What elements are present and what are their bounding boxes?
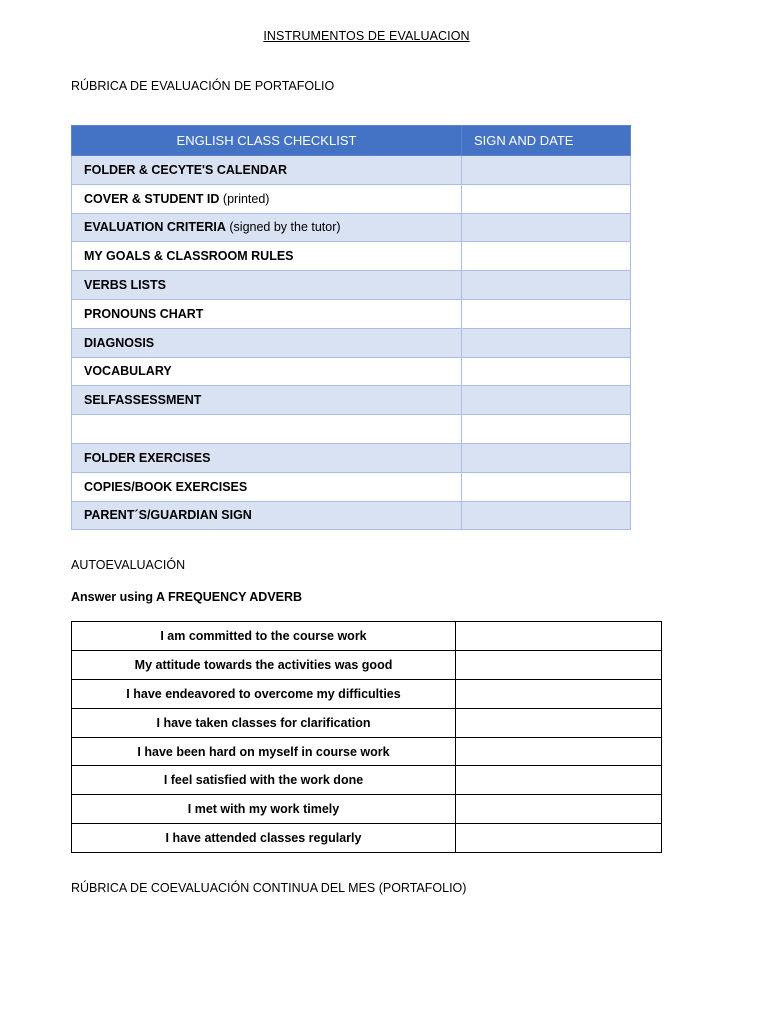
- portfolio-rubric-heading: RÚBRICA DE EVALUACIÓN DE PORTAFOLIO: [71, 79, 335, 93]
- self-assessment-table: [71, 621, 662, 853]
- checklist-item: [72, 299, 462, 328]
- self-assessment-statement: I have endeavored to overcome my difficulties: [72, 679, 456, 708]
- answer-instruction: Answer using A FREQUENCY ADVERB: [71, 590, 303, 604]
- autoevaluation-heading: AUTOEVALUACIÓN: [71, 558, 186, 572]
- checklist-item-label: MY GOALS & CLASSROOM RULES: [84, 249, 294, 264]
- checklist-item-label: DIAGNOSIS: [84, 335, 155, 350]
- checklist-row: [72, 443, 631, 472]
- self-assessment-answer-cell[interactable]: [456, 650, 662, 679]
- document-title: INSTRUMENTOS DE EVALUACION: [263, 29, 470, 43]
- checklist-item-label: EVALUATION CRITERIA: [84, 220, 226, 235]
- checklist-row: [72, 242, 631, 271]
- checklist-row: [72, 328, 631, 357]
- self-assessment-answer-cell[interactable]: [456, 708, 662, 737]
- self-assessment-answer-cell[interactable]: [456, 766, 662, 795]
- checklist-sign-cell[interactable]: [462, 415, 631, 444]
- checklist-sign-cell[interactable]: [462, 386, 631, 415]
- self-assessment-row: [72, 622, 662, 651]
- checklist-item: [72, 213, 462, 242]
- checklist-sign-cell[interactable]: [462, 472, 631, 501]
- checklist-row: [72, 501, 631, 530]
- self-assessment-row: [72, 737, 662, 766]
- checklist-row: [72, 271, 631, 300]
- checklist-item: [72, 501, 462, 530]
- checklist-item-note: (printed): [219, 191, 270, 206]
- self-assessment-row: [72, 795, 662, 824]
- checklist-item: [72, 386, 462, 415]
- checklist-item: [72, 184, 462, 213]
- checklist-sign-cell[interactable]: [462, 443, 631, 472]
- self-assessment-answer-cell[interactable]: [456, 622, 662, 651]
- self-assessment-answer-cell[interactable]: [456, 679, 662, 708]
- checklist-item-label: FOLDER EXERCISES: [84, 450, 211, 465]
- checklist-row: [72, 156, 631, 185]
- self-assessment-answer-cell[interactable]: [456, 737, 662, 766]
- self-assessment-statement: I have taken classes for clarification: [72, 708, 456, 737]
- checklist-sign-cell[interactable]: [462, 501, 631, 530]
- checklist-sign-cell[interactable]: [462, 357, 631, 386]
- checklist-item: [72, 443, 462, 472]
- self-assessment-statement: I have been hard on myself in course work: [72, 737, 456, 766]
- checklist-item-label: COVER & STUDENT ID: [84, 191, 220, 206]
- self-assessment-row: [72, 650, 662, 679]
- coevaluation-heading: RÚBRICA DE COEVALUACIÓN CONTINUA DEL MES (PORTAFOLIO): [71, 881, 467, 895]
- checklist-item-label: FOLDER & CECYTE'S CALENDAR: [84, 162, 287, 177]
- self-assessment-row: [72, 766, 662, 795]
- checklist-header-item: ENGLISH CLASS CHECKLIST: [72, 126, 462, 156]
- checklist-header-row: [72, 126, 631, 156]
- checklist-item-label: PRONOUNS CHART: [84, 306, 204, 321]
- self-assessment-statement: I am committed to the course work: [72, 622, 456, 651]
- checklist-row: [72, 299, 631, 328]
- checklist-body: [72, 156, 631, 530]
- self-assessment-statement: I have attended classes regularly: [72, 824, 456, 853]
- checklist-sign-cell[interactable]: [462, 184, 631, 213]
- checklist-item: [72, 415, 462, 444]
- checklist-row: [72, 184, 631, 213]
- checklist-item: [72, 357, 462, 386]
- self-assessment-row: [72, 824, 662, 853]
- checklist-item-label: PARENT´S/GUARDIAN SIGN: [84, 508, 252, 523]
- self-assessment-statement: My attitude towards the activities was good: [72, 650, 456, 679]
- checklist-item-label: COPIES/BOOK EXERCISES: [84, 479, 248, 494]
- checklist-sign-cell[interactable]: [462, 328, 631, 357]
- checklist-row: [72, 415, 631, 444]
- checklist-item: [72, 328, 462, 357]
- checklist-item: [72, 242, 462, 271]
- checklist-table: [71, 125, 631, 530]
- checklist-header-sign: SIGN AND DATE: [462, 126, 631, 156]
- checklist-item: [72, 271, 462, 300]
- checklist-item-label: VOCABULARY: [84, 364, 172, 379]
- self-assessment-answer-cell[interactable]: [456, 795, 662, 824]
- self-assessment-row: [72, 679, 662, 708]
- checklist-sign-cell[interactable]: [462, 271, 631, 300]
- checklist-sign-cell[interactable]: [462, 299, 631, 328]
- checklist-row: [72, 472, 631, 501]
- checklist-item-label: VERBS LISTS: [84, 278, 166, 293]
- checklist-sign-cell[interactable]: [462, 242, 631, 271]
- checklist-sign-cell[interactable]: [462, 213, 631, 242]
- checklist-row: [72, 357, 631, 386]
- checklist-item: [72, 472, 462, 501]
- checklist-item-label: SELFASSESSMENT: [84, 393, 202, 408]
- self-assessment-statement: I feel satisfied with the work done: [72, 766, 456, 795]
- self-assessment-answer-cell[interactable]: [456, 824, 662, 853]
- checklist-row: [72, 213, 631, 242]
- checklist-item-note: (signed by the tutor): [225, 220, 341, 235]
- checklist-row: [72, 386, 631, 415]
- self-assessment-row: [72, 708, 662, 737]
- checklist-item: [72, 156, 462, 185]
- self-assessment-statement: I met with my work timely: [72, 795, 456, 824]
- checklist-sign-cell[interactable]: [462, 156, 631, 185]
- self-assessment-body: [72, 622, 662, 853]
